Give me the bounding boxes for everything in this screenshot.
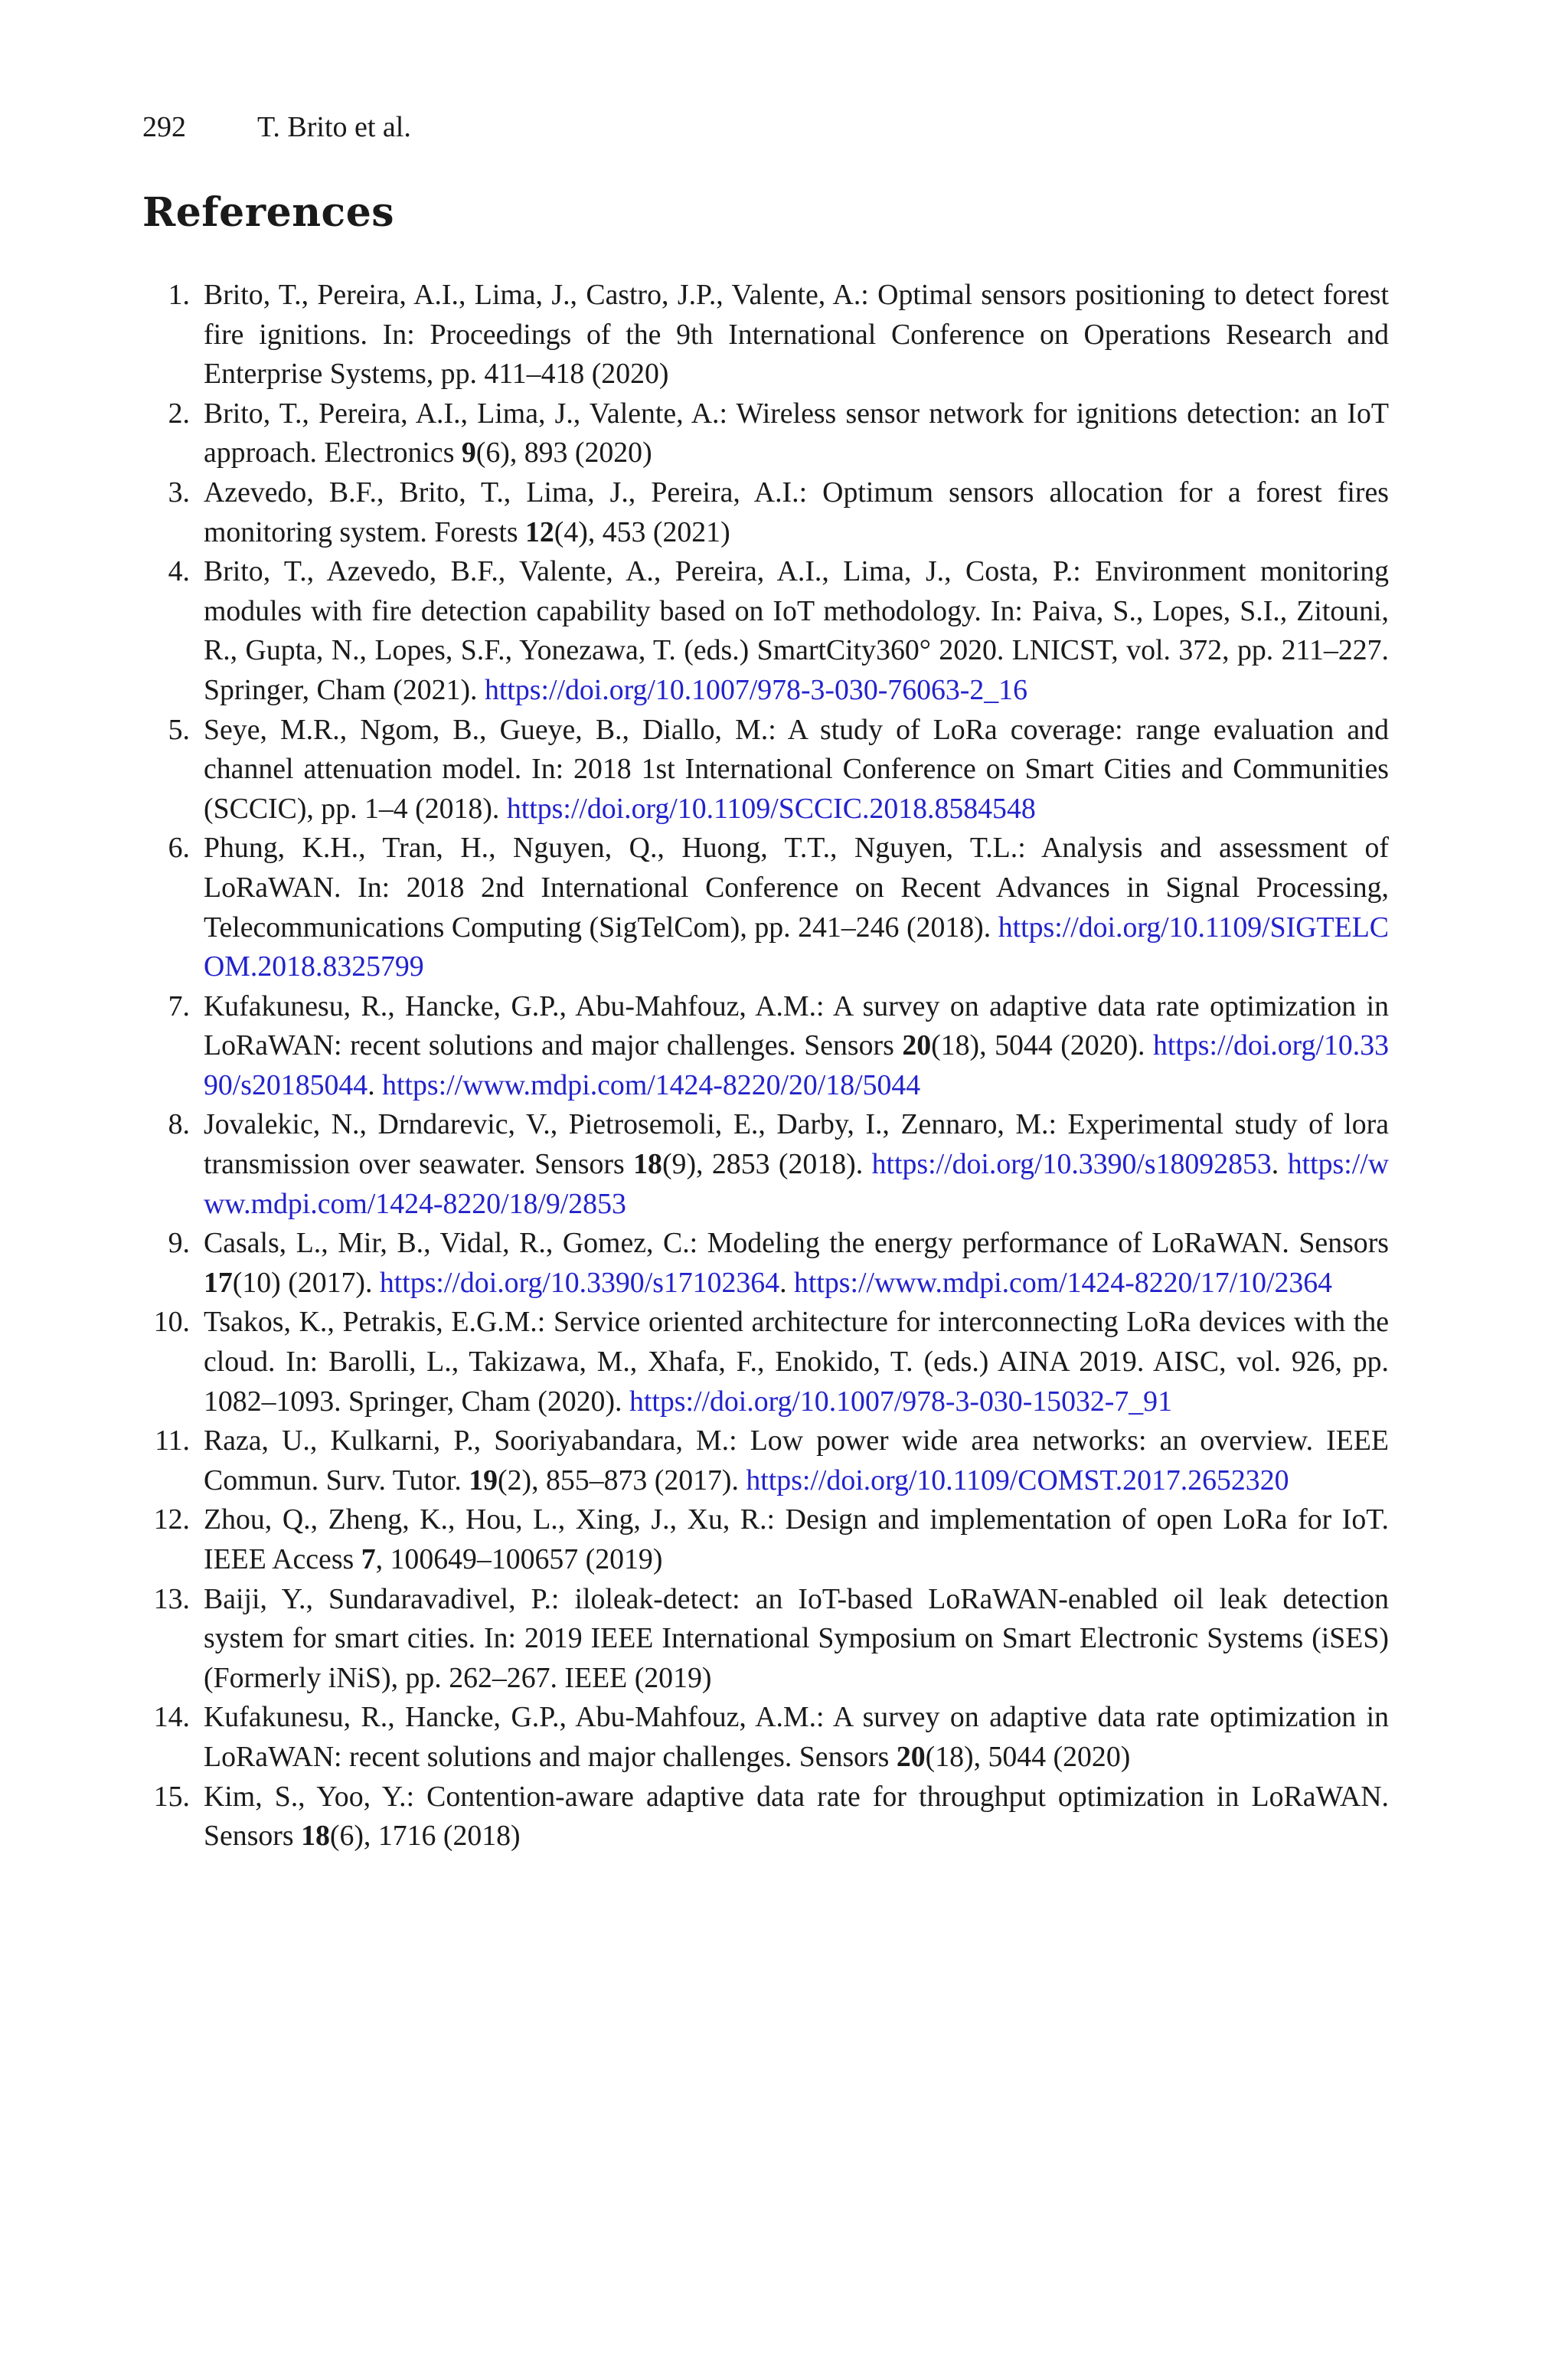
reference-text: [204, 1583, 1389, 1694]
reference-text: [204, 397, 1389, 469]
volume-number: 18: [301, 1820, 330, 1853]
reference-number: 5.: [168, 713, 190, 746]
reference-segment: Raza, U., Kulkarni, P., Sooriyabandara, M.: Low power wide area networks: an overview. IEEE Commun. Surv. Tutor.: [204, 1425, 1389, 1496]
reference-segment: , 100649–100657 (2019): [375, 1543, 663, 1575]
reference-number: 8.: [168, 1108, 190, 1141]
reference-segment: (6), 893 (2020): [475, 437, 652, 469]
reference-number: 6.: [168, 832, 190, 865]
reference-item: [142, 473, 1389, 552]
reference-segment: Kim, S., Yoo, Y.: Contention-aware adaptive data rate for throughput optimization in LoRaWAN. Sensors: [204, 1780, 1389, 1853]
section-title: References: [142, 189, 395, 236]
reference-item: [142, 987, 1389, 1106]
reference-segment: .: [779, 1266, 794, 1299]
reference-segment: Tsakos, K., Petrakis, E.G.M.: Service oriented architecture for interconnecting LoRa devices with the cloud. In: Barolli, L., Takizawa, M., Xhafa, F., Enokido, T. (eds.) AINA 2019. AISC, vol. 926, pp. 1082–1093. Springer, Cham (2020).: [204, 1306, 1389, 1418]
doi-link[interactable]: https://www.mdpi.com/1424-8220/20/18/5044: [382, 1068, 921, 1101]
doi-link[interactable]: https://www.mdpi.com/1424-8220/17/10/2364: [794, 1266, 1333, 1299]
reference-text: [204, 1425, 1389, 1496]
reference-segment: (2), 855–873 (2017).: [498, 1464, 746, 1496]
reference-segment: Brito, T., Pereira, A.I., Lima, J., Castro, J.P., Valente, A.: Optimal sensors positioning to detect forest fire ignitions. In: Proceedings of the 9th International Conference on Operations Research and Enterprise Systems, pp. 411–418 (2020): [204, 279, 1389, 391]
doi-link[interactable]: https://doi.org/10.3390/s20185044: [204, 1029, 1389, 1101]
reference-item: [142, 829, 1389, 986]
reference-number: 9.: [168, 1227, 190, 1260]
reference-item: [142, 1224, 1389, 1303]
reference-item: [142, 394, 1389, 473]
reference-item: [142, 276, 1389, 394]
doi-link[interactable]: https://doi.org/10.1109/SCCIC.2018.8584548: [506, 792, 1036, 825]
reference-item: [142, 1421, 1389, 1500]
reference-text: [204, 1306, 1389, 1417]
reference-segment: (4), 453 (2021): [554, 515, 730, 548]
reference-item: [142, 1105, 1389, 1224]
reference-segment: Azevedo, B.F., Brito, T., Lima, J., Pereira, A.I.: Optimum sensors allocation for a forest fires monitoring system. Forests: [204, 476, 1389, 548]
reference-segment: Casals, L., Mir, B., Vidal, R., Gomez, C.: Modeling the energy performance of LoRaWAN. Sensors: [204, 1227, 1389, 1260]
reference-text: [204, 1701, 1389, 1773]
reference-number: 2.: [168, 397, 190, 430]
doi-link[interactable]: https://doi.org/10.1007/978-3-030-15032-7_91: [629, 1385, 1172, 1418]
doi-link[interactable]: https://doi.org/10.3390/s17102364: [379, 1266, 780, 1299]
reference-number: 15.: [153, 1780, 190, 1813]
reference-number: 10.: [153, 1306, 190, 1339]
volume-number: 19: [469, 1464, 498, 1496]
reference-item: [142, 1580, 1389, 1699]
reference-segment: (9), 2853 (2018).: [662, 1148, 872, 1181]
reference-text: [204, 1227, 1389, 1299]
volume-number: 12: [524, 515, 554, 548]
reference-number: 4.: [168, 555, 190, 588]
reference-text: [204, 279, 1389, 390]
page-number: 292: [142, 111, 186, 143]
reference-number: 12.: [153, 1503, 190, 1536]
volume-number: 20: [896, 1740, 926, 1773]
reference-text: [204, 1503, 1389, 1575]
doi-link[interactable]: https://doi.org/10.1109/COMST.2017.2652320: [746, 1464, 1289, 1496]
reference-item: [142, 1698, 1389, 1777]
reference-segment: Seye, M.R., Ngom, B., Gueye, B., Diallo, M.: A study of LoRa coverage: range evaluation and channel attenuation model. In: 2018 1st International Conference on Smart Cities and Communities (SCCIC), pp. 1–4 (2018).: [204, 713, 1389, 825]
reference-text: [204, 1108, 1389, 1219]
reference-text: [204, 476, 1389, 548]
doi-link[interactable]: https://doi.org/10.1109/SIGTELCOM.2018.8325799: [204, 911, 1389, 983]
reference-segment: (18), 5044 (2020).: [931, 1029, 1153, 1062]
reference-item: [142, 552, 1389, 710]
reference-segment: (6), 1716 (2018): [329, 1820, 521, 1853]
reference-segment: .: [1271, 1148, 1288, 1181]
reference-text: [204, 555, 1389, 706]
reference-item: [142, 1500, 1389, 1579]
reference-number: 7.: [168, 989, 190, 1022]
reference-number: 1.: [168, 279, 190, 311]
running-head: [142, 109, 411, 146]
volume-number: 9: [461, 437, 476, 469]
reference-item: [142, 1303, 1389, 1421]
doi-link[interactable]: https://doi.org/10.3390/s18092853: [871, 1148, 1272, 1181]
reference-segment: Brito, T., Pereira, A.I., Lima, J., Valente, A.: Wireless sensor network for ignitions detection: an IoT approach. Electronics: [204, 397, 1389, 469]
reference-text: [204, 990, 1389, 1101]
reference-segment: .: [368, 1068, 383, 1101]
reference-item: [142, 711, 1389, 829]
reference-number: 3.: [168, 476, 190, 509]
reference-segment: Baiji, Y., Sundaravadivel, P.: iloleak-detect: an IoT-based LoRaWAN-enabled oil leak detection system for smart cities. In: 2019 IEEE International Symposium on Smart Electronic Systems (iSES) (Formerly iNiS), pp. 262–267. IEEE (2019): [204, 1582, 1389, 1694]
reference-text: [204, 832, 1389, 983]
running-head-authors: T. Brito et al.: [257, 111, 411, 143]
doi-link[interactable]: https://www.mdpi.com/1424-8220/18/9/2853: [204, 1148, 1389, 1220]
volume-number: 17: [204, 1266, 233, 1299]
doi-link[interactable]: https://doi.org/10.1007/978-3-030-76063-2_16: [484, 673, 1027, 706]
volume-number: 20: [902, 1029, 932, 1062]
reference-segment: Phung, K.H., Tran, H., Nguyen, Q., Huong, T.T., Nguyen, T.L.: Analysis and assessment of LoRaWAN. In: 2018 2nd International Conference on Recent Advances in Signal Processing, Telecommunications Computing (SigTelCom), pp. 241–246 (2018).: [204, 832, 1389, 944]
reference-segment: Jovalekic, N., Drndarevic, V., Pietrosemoli, E., Darby, I., Zennaro, M.: Experimental study of lora transmission over seawater. Sensors: [204, 1108, 1389, 1181]
reference-segment: (18), 5044 (2020): [925, 1740, 1131, 1773]
volume-number: 18: [633, 1148, 662, 1181]
reference-segment: (10) (2017).: [232, 1266, 380, 1299]
reference-text: [204, 714, 1389, 825]
volume-number: 7: [361, 1543, 376, 1575]
reference-text: [204, 1781, 1389, 1853]
reference-number: 11.: [155, 1425, 190, 1457]
reference-item: [142, 1778, 1389, 1856]
reference-segment: Kufakunesu, R., Hancke, G.P., Abu-Mahfouz, A.M.: A survey on adaptive data rate optimization in LoRaWAN: recent solutions and major challenges. Sensors: [204, 1701, 1389, 1773]
reference-segment: Kufakunesu, R., Hancke, G.P., Abu-Mahfouz, A.M.: A survey on adaptive data rate optimization in LoRaWAN: recent solutions and major challenges. Sensors: [204, 989, 1389, 1062]
reference-number: 14.: [153, 1701, 190, 1734]
reference-list: [142, 276, 1389, 1856]
reference-segment: Brito, T., Azevedo, B.F., Valente, A., Pereira, A.I., Lima, J., Costa, P.: Environment monitoring modules with fire detection capability based on IoT methodology. In: Paiva, S., Lopes, S.I., Zitouni, R., Gupta, N., Lopes, S.F., Yonezawa, T. (eds.) SmartCity360° 2020. LNICST, vol. 372, pp. 211–227. Springer, Cham (2021).: [204, 555, 1389, 706]
reference-number: 13.: [153, 1582, 190, 1615]
reference-segment: Zhou, Q., Zheng, K., Hou, L., Xing, J., Xu, R.: Design and implementation of open LoRa for IoT. IEEE Access: [204, 1503, 1389, 1575]
